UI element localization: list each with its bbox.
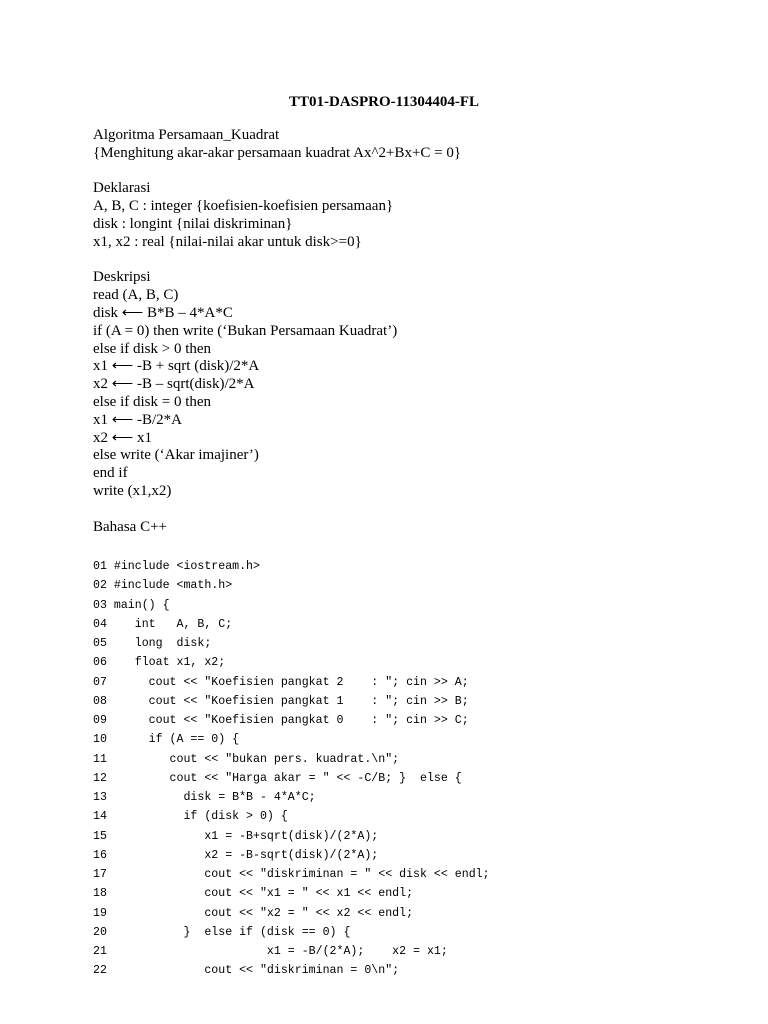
code-line: 03 main() { — [93, 598, 170, 612]
code-line: 02 #include <math.h> — [93, 579, 233, 593]
text-line: x1 ⟵ -B + sqrt (disk)/2*A — [93, 358, 260, 375]
text-line: x2 ⟵ -B – sqrt(disk)/2*A — [93, 376, 255, 393]
document-title: TT01-DASPRO-11304404-FL — [288, 94, 479, 110]
code-line: 07 cout << "Koefisien pangkat 2 : "; cin >> A; — [93, 675, 469, 689]
code-line: 11 cout << "bukan pers. kuadrat.\n"; — [93, 752, 400, 766]
blank-line — [93, 163, 461, 181]
code-line: 21 x1 = -B/(2*A); x2 = x1; — [93, 945, 448, 958]
text-line: Algoritma Persamaan_Kuadrat — [93, 127, 280, 143]
text-line: else if disk > 0 then — [93, 340, 212, 357]
code-line: 12 cout << "Harga akar = " << -C/B; } else { — [93, 771, 462, 785]
code-line: 05 long disk; — [93, 637, 212, 650]
code-line: 17 cout << "diskriminan = " << disk << endl; — [93, 868, 490, 881]
code-line: 18 cout << "x1 = " << x1 << endl; — [93, 887, 414, 901]
code-line: 04 int A, B, C; — [93, 617, 233, 631]
code-line: 08 cout << "Koefisien pangkat 1 : "; cin >> B; — [93, 694, 469, 708]
code-line: 15 x1 = -B+sqrt(disk)/(2*A); — [93, 829, 379, 843]
text-line: else write (‘Akar imajiner’) — [93, 447, 259, 464]
code-line: 22 cout << "diskriminan = 0\n"; — [93, 964, 400, 978]
text-line: write (x1,x2) — [93, 482, 172, 499]
text-line: disk : longint {nilai diskriminan} — [93, 215, 293, 232]
text-line: A, B, C : integer {koefisien-koefisien persamaan} — [93, 198, 394, 215]
code-line: 14 if (disk > 0) { — [93, 810, 288, 824]
code-line: 13 disk = B*B - 4*A*C; — [93, 791, 316, 804]
text-line: x1, x2 : real {nilai-nilai akar untuk disk>=0} — [93, 233, 362, 250]
text-line: disk ⟵ B*B – 4*A*C — [93, 304, 233, 321]
code-line: 06 float x1, x2; — [93, 656, 226, 670]
cpp-code-listing — [93, 557, 490, 981]
code-line: 16 x2 = -B-sqrt(disk)/(2*A); — [93, 848, 379, 862]
text-line: {Menghitung akar-akar persamaan kuadrat Ax^2+Bx+C = 0} — [93, 144, 462, 161]
text-line: Deskripsi — [93, 269, 151, 286]
text-line: else if disk = 0 then — [93, 393, 212, 410]
text-line: x2 ⟵ x1 — [93, 429, 153, 446]
code-line: 09 cout << "Koefisien pangkat 0 : "; cin >> C; — [93, 714, 469, 727]
blank-line — [93, 501, 461, 519]
text-line: read (A, B, C) — [93, 287, 179, 304]
code-line: 19 cout << "x2 = " << x2 << endl; — [93, 906, 414, 920]
text-line: x1 ⟵ -B/2*A — [93, 411, 183, 428]
text-line: if (A = 0) then write (‘Bukan Persamaan Kuadrat’) — [93, 322, 398, 339]
text-line: Bahasa C++ — [93, 518, 167, 535]
text-line: Deklarasi — [93, 180, 151, 197]
algorithm-text — [93, 127, 461, 536]
code-line: 01 #include <iostream.h> — [93, 560, 260, 573]
blank-line — [93, 252, 461, 270]
code-line: 20 } else if (disk == 0) { — [93, 925, 351, 939]
text-line: end if — [93, 465, 128, 482]
code-line: 10 if (A == 0) { — [93, 733, 240, 747]
